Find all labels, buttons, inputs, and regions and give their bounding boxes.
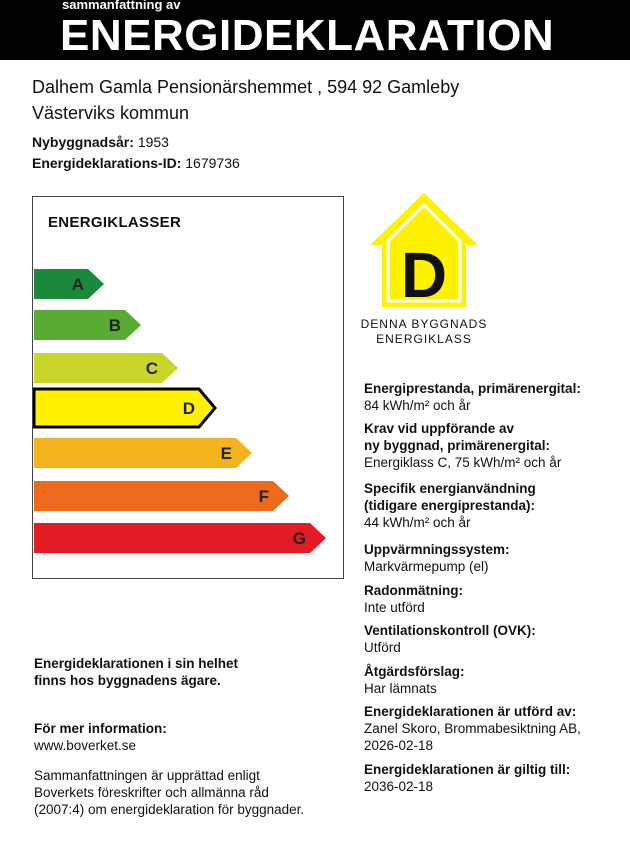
construction-year [32,134,169,150]
energy-class-scale-title: ENERGIKLASSER [48,214,182,231]
info-item [364,663,624,697]
header-title: ENERGIDEKLARATION [60,11,555,60]
more-info-label: För mer information: [34,721,167,736]
info-value: Zanel Skoro, Brommabesiktning AB, 2026-02-18 [364,721,581,753]
energy-class-bar-d [34,389,215,427]
property-municipality: Västerviks kommun [32,103,190,123]
energy-class-letter: F [258,487,269,506]
info-label: Uppvärmningssystem: [364,542,510,557]
energy-class-bar-g [34,523,326,553]
info-value: 84 kWh/m² och år [364,398,471,413]
info-item [364,480,624,531]
energy-class-letter: E [220,444,232,463]
info-item [364,541,624,575]
construction-year-label: Nybyggnadsår: [32,134,134,150]
energy-class-bar-f [34,481,289,511]
info-label: Åtgärdsförslag: [364,664,465,679]
header-subtitle: sammanfattning av [62,0,181,12]
property-address: Dalhem Gamla Pensionärshemmet , 594 92 Gamleby [32,77,460,97]
energy-class-bar-a [34,269,104,299]
info-item [364,380,624,414]
declaration-id-value: 1679736 [185,155,240,171]
info-value: Inte utförd [364,600,425,615]
info-item [364,582,624,616]
energy-class-scale [32,196,344,579]
info-item [364,761,624,795]
energy-class-bars [33,197,345,580]
more-info-link[interactable]: www.boverket.se [34,738,137,753]
info-label: Energideklarationen är giltig till: [364,762,571,777]
info-value: Har lämnats [364,681,437,696]
building-class-caption-line1: DENNA BYGGNADS [360,317,488,331]
info-value: 44 kWh/m² och år [364,515,471,530]
info-label: Energideklarationen är utförd av: [364,704,577,719]
info-label: Krav vid uppförande av ny byggnad, primärenergital: [364,421,551,453]
energy-class-bar-e [34,438,252,468]
info-value: Markvärmepump (el) [364,559,489,574]
energy-class-letter: G [292,529,306,548]
energy-class-bar-c [34,353,178,383]
energy-class-letter: D [182,399,195,418]
info-value: Energiklass C, 75 kWh/m² och år [364,455,562,470]
info-label: Ventilationskontroll (OVK): [364,623,536,638]
info-value: 2036-02-18 [364,779,434,794]
info-item [364,703,624,754]
summary-note: Sammanfattningen är upprättad enligt Boverkets föreskrifter och allmänna råd (2007:4) om energideklaration för byggnader. [34,768,305,817]
declaration-id-label: Energideklarations-ID: [32,155,182,171]
declaration-id [32,155,240,171]
info-value: Utförd [364,640,401,655]
energy-class-bar-b [34,310,141,340]
building-class-letter: D [400,239,448,309]
info-item [364,622,624,656]
owner-note: Energideklarationen i sin helhet finns hos byggnadens ägare. [34,656,239,688]
building-class-caption-line2: ENERGIKLASS [376,332,472,346]
building-class-house-icon [368,191,480,309]
info-label: Radonmätning: [364,583,463,598]
energy-class-letter: C [145,359,158,378]
info-item [364,420,624,471]
construction-year-value: 1953 [137,134,169,150]
energy-class-letter: A [71,275,84,294]
header-banner [0,0,630,60]
info-label: Energiprestanda, primärenergital: [364,381,581,396]
energy-class-letter: B [108,316,121,335]
info-label: Specifik energianvändning (tidigare energiprestanda): [364,481,536,513]
